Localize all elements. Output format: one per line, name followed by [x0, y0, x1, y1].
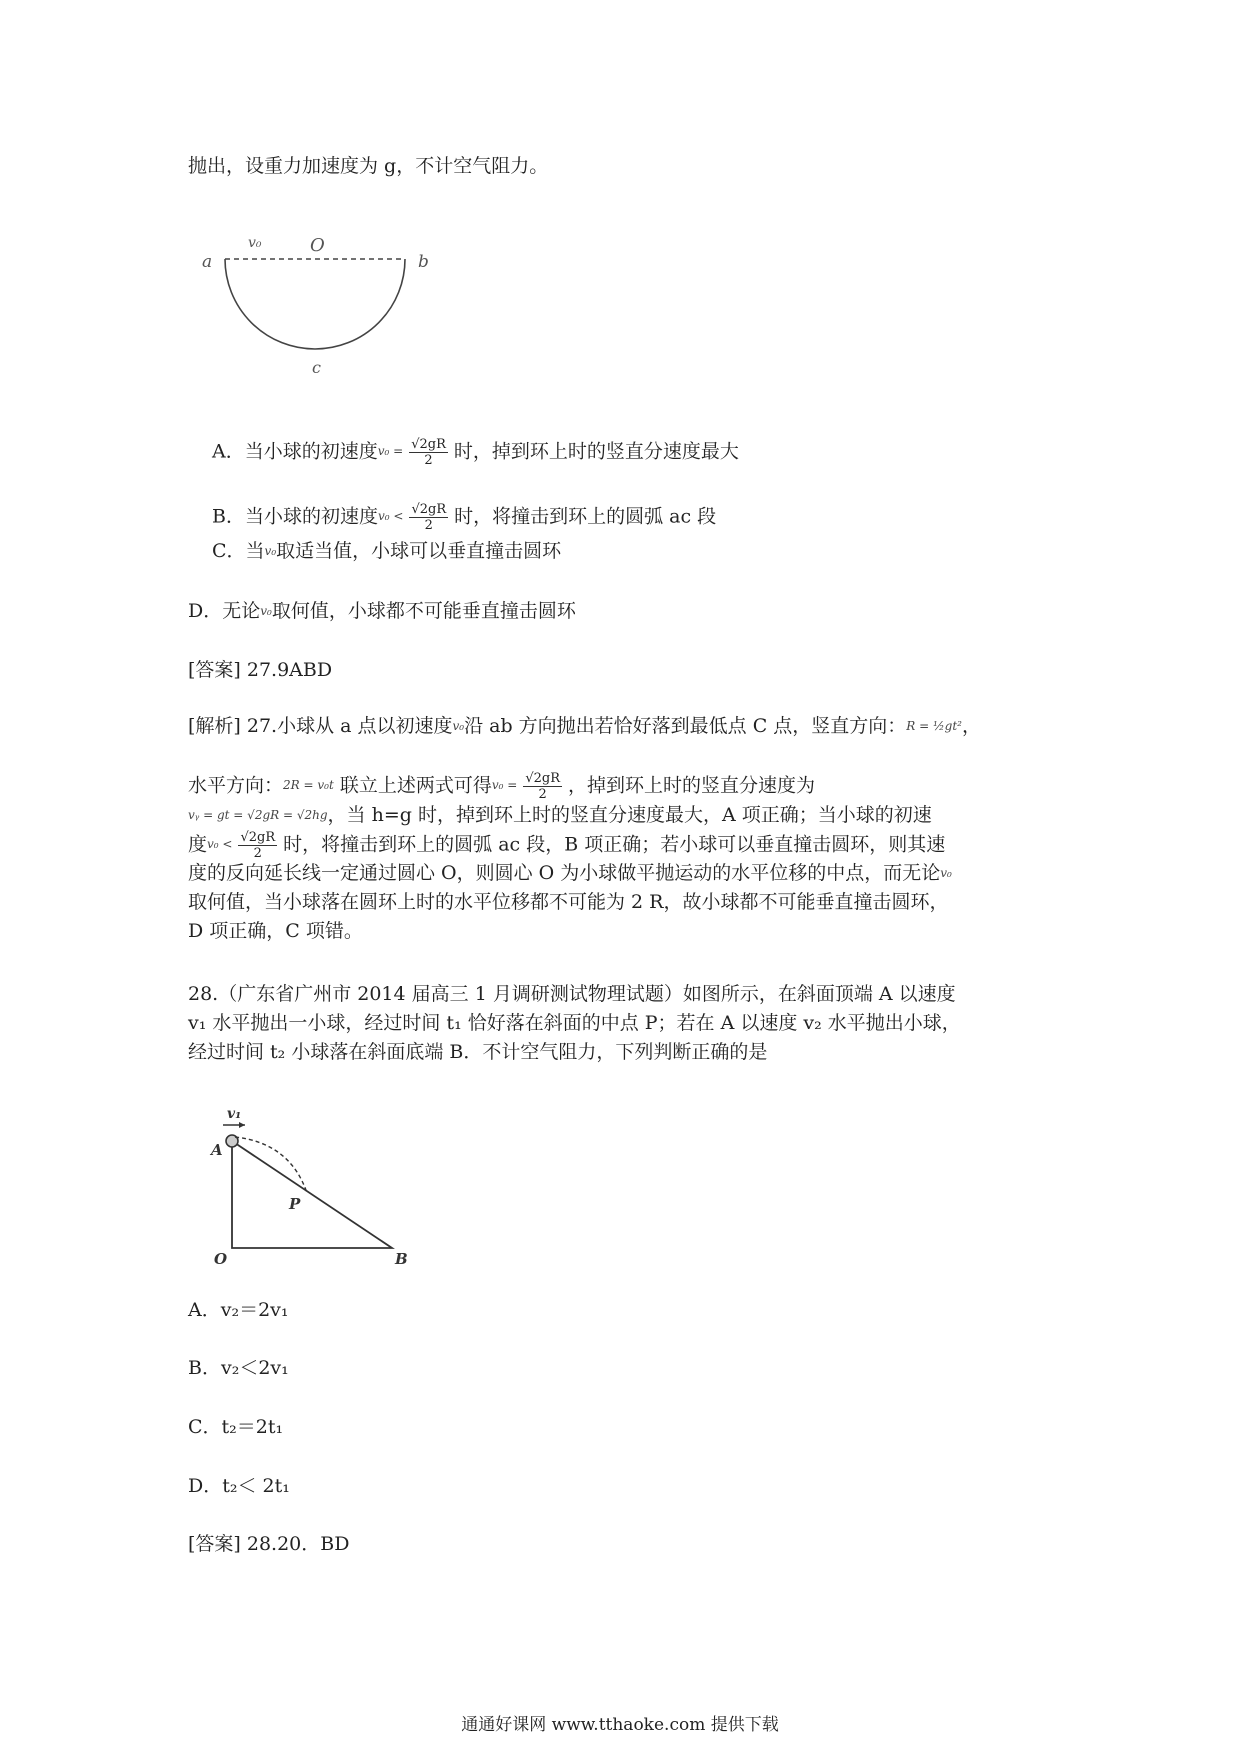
- semicircle-figure: [190, 225, 450, 390]
- q27-answer: [答案] 27.9ABD: [188, 659, 333, 681]
- q28-option-a: A．v₂＝2v₁: [188, 1299, 289, 1321]
- arc-acb: [225, 259, 405, 349]
- label-A: A: [211, 1141, 223, 1159]
- label-c: c: [312, 358, 321, 377]
- q27-analysis-line5: 度的反向延长线一定通过圆心 O，则圆心 O 为小球做平抛运动的水平位移的中点，而无论$^{v_0}$: [188, 862, 952, 884]
- label-v1: v₁: [227, 1106, 242, 1122]
- q28-answer: [答案] 28.20．BD: [188, 1533, 350, 1555]
- q28-stem-line2: v₁ 水平抛出一小球，经过时间 t₁ 恰好落在斜面的中点 P；若在 A 以速度 v₂ 水平抛出小球，: [188, 1012, 961, 1034]
- q27-option-b: B．当小球的初速度$^{v_0 <}$ $\frac{√2gR}{2}$ 时，将撞击到环上的圆弧 ac 段: [212, 502, 717, 533]
- q27-intro-tail: 抛出，设重力加速度为 g，不计空气阻力。: [188, 155, 549, 177]
- q27-analysis-line4: 度$^{v_0 <}$ $\frac{√2gR}{2}$ 时，将撞击到环上的圆弧 ac 段，B 项正确；若小球可以垂直撞击圆环，则其速: [188, 830, 946, 861]
- q28-option-c: C．t₂＝2t₁: [188, 1416, 284, 1438]
- q27-option-d: D．无论$^{v_0}$取何值，小球都不可能垂直撞击圆环: [188, 600, 576, 622]
- label-a: a: [202, 252, 213, 272]
- q27-option-a: A．当小球的初速度$^{v_0 =}$ $\frac{√2gR}{2}$ 时，掉到环上时的竖直分速度最大: [212, 437, 739, 468]
- q28-stem-line3: 经过时间 t₂ 小球落在斜面底端 B．不计空气阻力，下列判断正确的是: [188, 1041, 768, 1063]
- q28-option-b: B．v₂＜2v₁: [188, 1357, 289, 1379]
- label-O: O: [214, 1250, 228, 1268]
- q27-analysis-line2: 水平方向：$^{2R = v_0t}$ 联立上述两式可得$^{v_0 =}$ $\frac{√2gR}{2}$ ，掉到环上时的竖直分速度为: [188, 771, 815, 802]
- label-b: b: [418, 252, 429, 272]
- q27-analysis-line7: D 项正确，C 项错。: [188, 920, 363, 942]
- q28-option-d: D．t₂＜ 2t₁: [188, 1475, 290, 1497]
- incline-figure: [195, 1105, 425, 1270]
- q28-stem-line1: 28.（广东省广州市 2014 届高三 1 月调研测试物理试题）如图所示，在斜面顶端 A 以速度: [188, 983, 956, 1005]
- q27-option-c: C．当$^{v_0}$取适当值，小球可以垂直撞击圆环: [212, 540, 562, 562]
- q27-analysis-line6: 取何值，当小球落在圆环上时的水平位移都不可能为 2 R，故小球都不可能垂直撞击圆环，: [188, 891, 949, 913]
- label-P: P: [289, 1195, 301, 1213]
- q27-analysis-line3: $^{vᵧ = gt = √2gR = √2hg}$，当 h=g 时，掉到环上时的竖直分速度最大，A 项正确；当小球的初速: [188, 804, 932, 826]
- incline-triangle: [232, 1141, 392, 1248]
- label-O: O: [310, 235, 325, 256]
- arrow-head: [239, 1122, 245, 1128]
- label-v0: v₀: [248, 235, 262, 251]
- q27-analysis-line1: [解析] 27.小球从 a 点以初速度$^{v_0}$沿 ab 方向抛出若恰好落到最低点 C 点，竖直方向：$^{R = \frac{1}{2}gt^2}$，: [188, 715, 981, 737]
- label-B: B: [395, 1250, 408, 1268]
- page-footer: 通通好课网 www.tthaoke.com 提供下载: [461, 1715, 779, 1735]
